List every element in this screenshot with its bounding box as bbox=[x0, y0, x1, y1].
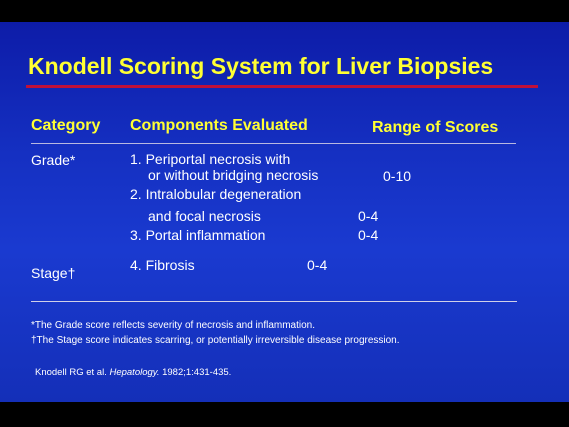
item2-line1: 2. Intralobular degeneration bbox=[130, 186, 302, 202]
item2-range: 0-4 bbox=[358, 208, 379, 224]
title-underline bbox=[26, 85, 538, 88]
slide bbox=[0, 22, 569, 402]
header-components: Components Evaluated bbox=[130, 117, 308, 134]
item1-line1: 1. Periportal necrosis with bbox=[130, 151, 291, 167]
item2-line2: and focal necrosis bbox=[148, 208, 261, 224]
reference-citation: 1982;1:431-435. bbox=[162, 367, 232, 378]
item1-range: 0-10 bbox=[383, 168, 412, 184]
item4-range: 0-4 bbox=[307, 257, 328, 273]
item3-range: 0-4 bbox=[358, 227, 379, 243]
item1-line2: or without bridging necrosis bbox=[148, 167, 319, 183]
reference-journal: Hepatology. bbox=[109, 367, 160, 378]
header-category: Category bbox=[31, 117, 101, 134]
reference bbox=[35, 367, 231, 378]
header-divider bbox=[31, 143, 516, 144]
stage-footnote: †The Stage score indicates scarring, or potentially irreversible disease progression. bbox=[31, 335, 400, 346]
item4-label: 4. Fibrosis bbox=[130, 257, 195, 273]
item3-label: 3. Portal inflammation bbox=[130, 227, 266, 243]
grade-label: Grade* bbox=[31, 152, 76, 168]
stage-label: Stage† bbox=[31, 265, 76, 281]
reference-authors: Knodell RG et al. bbox=[35, 367, 107, 378]
footnote-divider bbox=[31, 301, 517, 302]
slide-title: Knodell Scoring System for Liver Biopsies bbox=[28, 53, 494, 79]
header-range: Range of Scores bbox=[372, 119, 499, 136]
grade-footnote: *The Grade score reflects severity of necrosis and inflammation. bbox=[31, 320, 316, 331]
